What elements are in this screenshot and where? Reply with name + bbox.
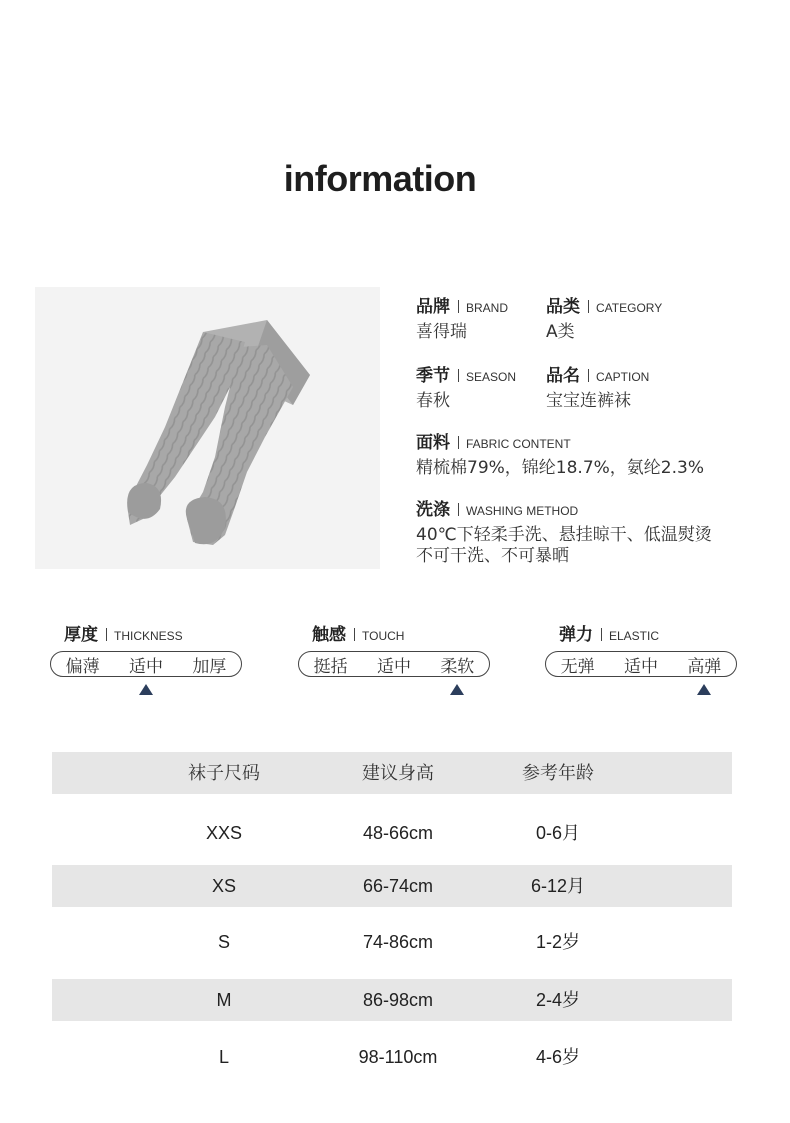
- scale-option: 挺括: [313, 656, 348, 677]
- label-cn: 品类: [546, 297, 580, 317]
- caption-value: 宝宝连裤袜: [546, 391, 631, 411]
- scale-option: 无弹: [560, 656, 595, 677]
- washing-value-line2: 不可干洗、不可暴晒: [416, 546, 569, 566]
- cell-size: L: [218, 1047, 229, 1067]
- divider: [106, 628, 107, 641]
- divider: [458, 436, 459, 449]
- cell-height: 48-66cm: [362, 823, 434, 843]
- info-season: [416, 361, 516, 412]
- header-age: 参考年龄: [522, 763, 594, 783]
- washing-value-line1: 40℃下轻柔手洗、悬挂晾干、低温熨烫: [416, 525, 712, 545]
- thickness-scale: [50, 651, 242, 677]
- label-cn: 品名: [546, 366, 580, 386]
- page-title: information: [283, 158, 477, 199]
- season-value: 春秋: [416, 391, 450, 411]
- divider: [458, 300, 459, 313]
- divider: [601, 628, 602, 641]
- cell-age: 1-2岁: [535, 932, 580, 952]
- scale-option: 加厚: [192, 656, 227, 677]
- label-en: CAPTION: [596, 370, 650, 384]
- size-table: [52, 752, 732, 1078]
- table-row: [52, 921, 732, 963]
- cell-height: 86-98cm: [362, 990, 434, 1010]
- fabric-value: 精梳棉79%，锦纶18.7%，氨纶2.3%: [416, 458, 704, 478]
- header-height: 建议身高: [362, 763, 434, 783]
- info-brand: [416, 292, 508, 343]
- label-cn: 弹力: [559, 625, 593, 645]
- brand-value: 喜得瑞: [416, 322, 467, 342]
- label-en: CATEGORY: [596, 301, 663, 315]
- attr-touch: [298, 620, 498, 677]
- info-fabric: [416, 428, 704, 479]
- tights-image: [35, 287, 380, 569]
- table-header: [52, 752, 732, 794]
- selected-indicator-icon: [139, 684, 153, 695]
- touch-scale: [298, 651, 490, 677]
- table-row: [52, 812, 732, 854]
- attr-thickness: [50, 620, 250, 677]
- cell-age: 0-6月: [535, 823, 580, 843]
- selected-indicator-icon: [697, 684, 711, 695]
- table-row: [52, 865, 732, 907]
- label-en: TOUCH: [362, 629, 405, 643]
- label-en: THICKNESS: [114, 629, 183, 643]
- cell-size: S: [217, 932, 230, 952]
- cell-size: XXS: [205, 823, 243, 843]
- info-washing: [416, 495, 712, 567]
- header-size: 袜子尺码: [188, 763, 260, 783]
- divider: [458, 369, 459, 382]
- label-cn: 品牌: [416, 297, 450, 317]
- info-category: [546, 292, 662, 343]
- label-cn: 面料: [416, 433, 450, 453]
- label-en: SEASON: [466, 370, 517, 384]
- cell-height: 74-86cm: [362, 932, 434, 952]
- label-cn: 厚度: [64, 625, 98, 645]
- info-caption: [546, 361, 649, 412]
- scale-option: 柔软: [440, 656, 475, 677]
- attr-elastic: [545, 620, 745, 677]
- label-cn: 触感: [312, 625, 346, 645]
- cell-height: 66-74cm: [362, 876, 434, 896]
- label-cn: 季节: [416, 366, 450, 386]
- category-value: A类: [546, 322, 575, 342]
- table-row: [52, 979, 732, 1021]
- elastic-scale: [545, 651, 737, 677]
- scale-option: 偏薄: [65, 656, 100, 677]
- label-en: BRAND: [466, 301, 509, 315]
- scale-option: 适中: [128, 656, 163, 677]
- cell-size: XS: [211, 876, 236, 896]
- cell-height: 98-110cm: [358, 1047, 438, 1067]
- divider: [588, 369, 589, 382]
- label-en: ELASTIC: [609, 629, 660, 643]
- divider: [354, 628, 355, 641]
- scale-option: 适中: [376, 656, 411, 677]
- scale-option: 高弹: [687, 656, 722, 677]
- label-cn: 洗涤: [416, 500, 450, 520]
- cell-age: 6-12月: [530, 876, 586, 896]
- divider: [588, 300, 589, 313]
- cell-age: 4-6岁: [535, 1047, 580, 1067]
- table-row: [52, 1036, 732, 1078]
- label-en: FABRIC CONTENT: [466, 437, 571, 451]
- cell-size: M: [216, 990, 232, 1010]
- scale-option: 适中: [623, 656, 658, 677]
- selected-indicator-icon: [450, 684, 464, 695]
- product-photo: [35, 287, 380, 569]
- cell-age: 2-4岁: [535, 990, 580, 1010]
- label-en: WASHING METHOD: [466, 504, 579, 518]
- divider: [458, 503, 459, 516]
